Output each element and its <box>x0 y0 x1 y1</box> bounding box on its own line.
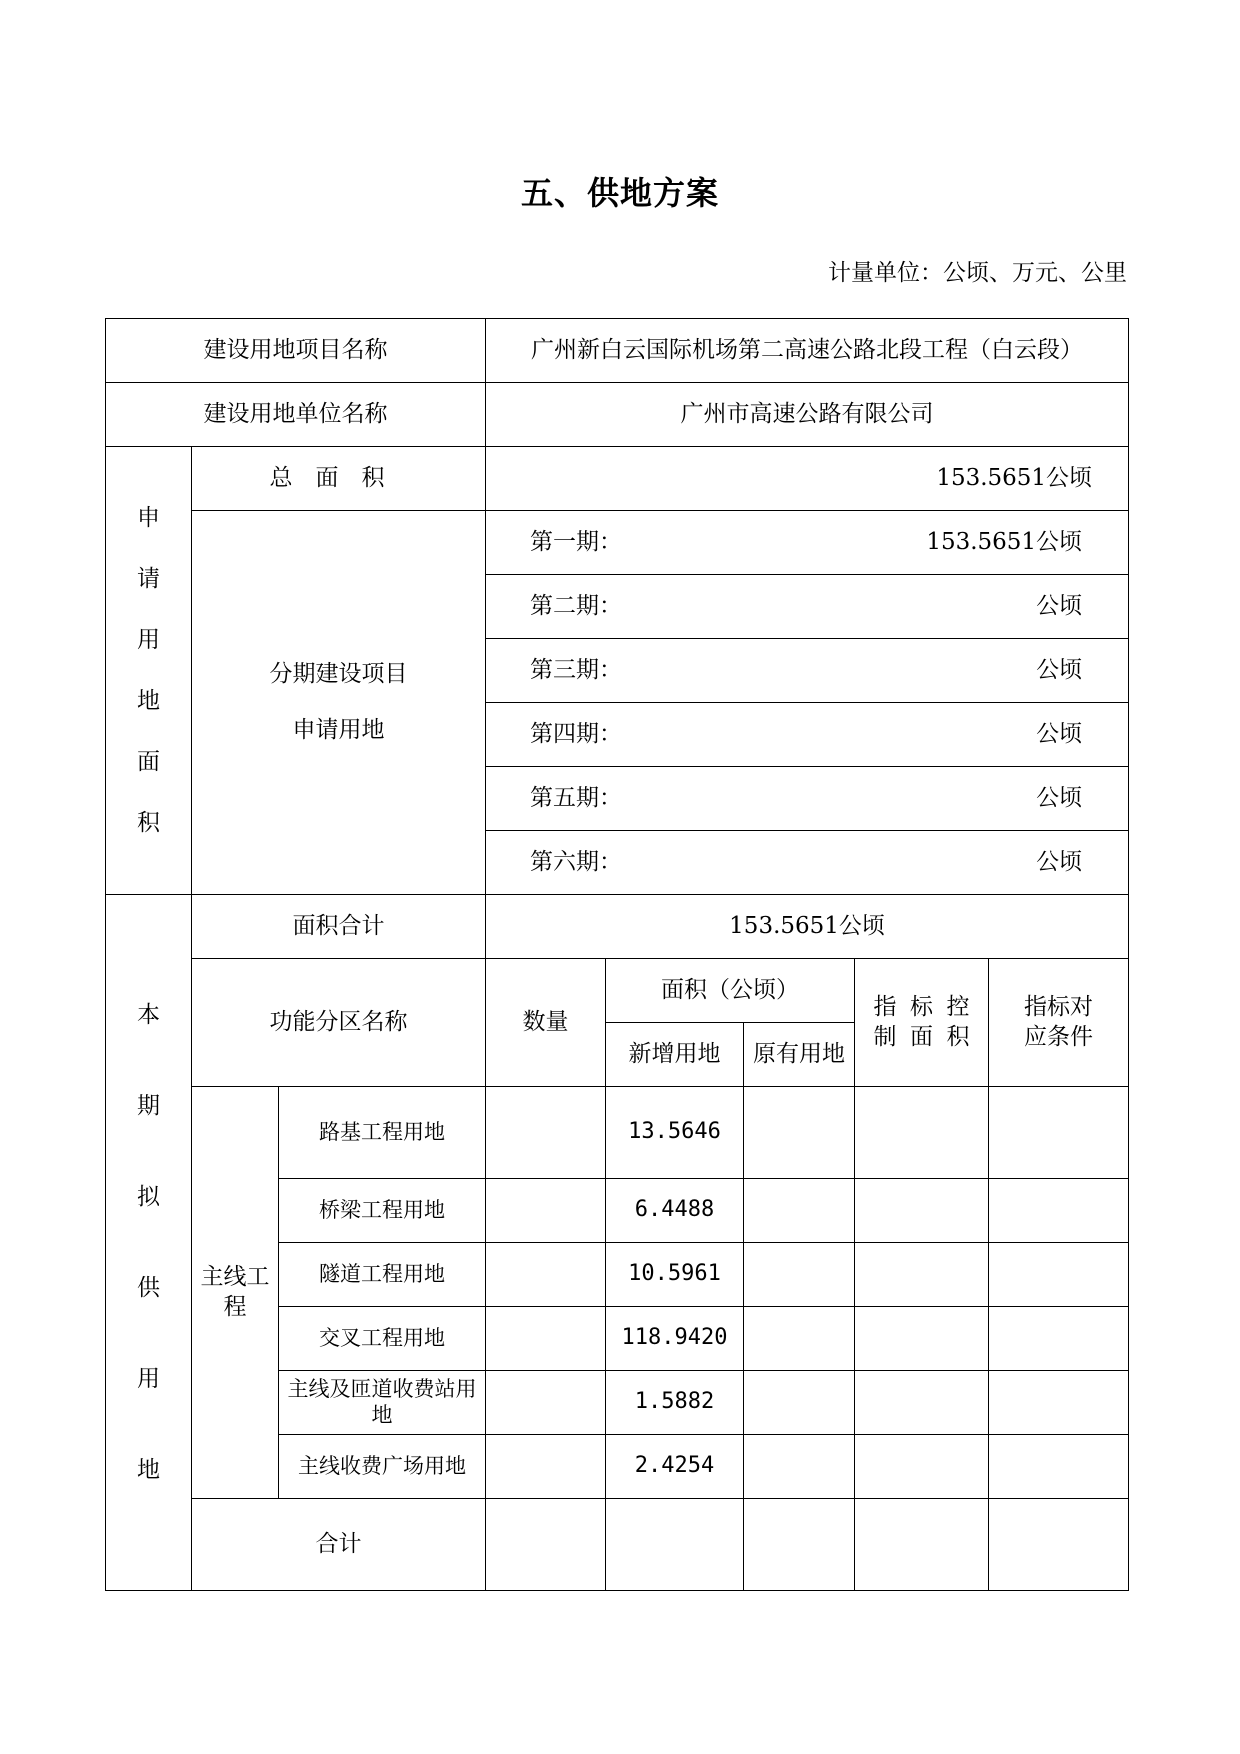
row-quantity <box>486 1307 606 1371</box>
subtotal-row <box>106 1499 1129 1591</box>
header-new-land: 新增用地 <box>606 1023 744 1087</box>
row-name: 路基工程用地 <box>279 1087 486 1179</box>
row-quantity <box>486 1243 606 1307</box>
phase-cell-6 <box>486 831 1129 895</box>
supply-section-text: 本期拟供用地 <box>137 1001 160 1483</box>
row-new-land: 118.9420 <box>606 1307 744 1371</box>
unit-name-value: 广州市高速公路有限公司 <box>486 383 1129 447</box>
row-indicator-condition <box>989 1371 1129 1435</box>
project-name-row <box>106 319 1129 383</box>
row-indicator-area <box>855 1371 989 1435</box>
phase-6-label: 第六期： <box>530 848 623 875</box>
unit-name-row <box>106 383 1129 447</box>
row-existing-land <box>744 1371 855 1435</box>
row-name: 主线及匝道收费站用地 <box>279 1371 486 1435</box>
row-quantity <box>486 1179 606 1243</box>
phase-4-label: 第四期： <box>530 720 623 747</box>
phase-cell-1 <box>486 511 1129 575</box>
phase-cell-4 <box>486 703 1129 767</box>
phase-cell-2 <box>486 575 1129 639</box>
phase-6-value: 公顷 <box>1036 848 1083 875</box>
row-name: 主线收费广场用地 <box>279 1435 486 1499</box>
header-indicator-condition-line2: 应条件 <box>1024 1023 1094 1050</box>
phase-3-label: 第三期： <box>530 656 623 683</box>
header-indicator-area <box>855 959 989 1087</box>
header-indicator-condition <box>989 959 1129 1087</box>
group-label-text: 主线工程 <box>200 1263 270 1320</box>
phase-4-value: 公顷 <box>1036 720 1083 747</box>
row-new-land: 10.5961 <box>606 1243 744 1307</box>
total-area-value: 153.5651公顷 <box>486 447 1129 511</box>
land-supply-table <box>105 318 1129 1591</box>
row-quantity <box>486 1371 606 1435</box>
table-row <box>106 1087 1129 1179</box>
row-existing-land <box>744 1435 855 1499</box>
phase-cell-5 <box>486 767 1129 831</box>
row-indicator-area <box>855 1435 989 1499</box>
row-existing-land <box>744 1243 855 1307</box>
row-new-land: 2.4254 <box>606 1435 744 1499</box>
phase-2-value: 公顷 <box>1036 592 1083 619</box>
row-name: 交叉工程用地 <box>279 1307 486 1371</box>
application-section-text: 申请用地面积 <box>137 504 160 836</box>
unit-name-label: 建设用地单位名称 <box>106 383 486 447</box>
row-indicator-condition <box>989 1307 1129 1371</box>
subtotal-new-land <box>606 1499 744 1591</box>
area-total-row <box>106 895 1129 959</box>
total-area-label-text: 总面积 <box>269 464 408 491</box>
header-quantity: 数量 <box>486 959 606 1087</box>
header-row-1 <box>106 959 1129 1023</box>
total-area-row <box>106 447 1129 511</box>
row-name: 桥梁工程用地 <box>279 1179 486 1243</box>
header-indicator-area-line1: 指标控 <box>873 993 970 1020</box>
row-existing-land <box>744 1179 855 1243</box>
subtotal-indicator-condition <box>989 1499 1129 1591</box>
subtotal-existing-land <box>744 1499 855 1591</box>
phase-3-value: 公顷 <box>1036 656 1083 683</box>
header-area: 面积（公顷） <box>606 959 855 1023</box>
page-title: 五、供地方案 <box>520 174 719 212</box>
row-new-land: 13.5646 <box>606 1087 744 1179</box>
row-existing-land <box>744 1307 855 1371</box>
subtotal-quantity <box>486 1499 606 1591</box>
supply-section-label <box>106 895 192 1591</box>
phase-row-1 <box>106 511 1129 575</box>
row-quantity <box>486 1435 606 1499</box>
project-name-value: 广州新白云国际机场第二高速公路北段工程（白云段） <box>486 319 1129 383</box>
project-name-label: 建设用地项目名称 <box>106 319 486 383</box>
phase-cell-3 <box>486 639 1129 703</box>
row-name: 隧道工程用地 <box>279 1243 486 1307</box>
row-new-land: 6.4488 <box>606 1179 744 1243</box>
subtotal-indicator-area <box>855 1499 989 1591</box>
header-existing-land: 原有用地 <box>744 1023 855 1087</box>
phase-2-label: 第二期： <box>530 592 623 619</box>
group-label <box>192 1087 279 1499</box>
row-indicator-area <box>855 1243 989 1307</box>
header-indicator-area-line2: 制面积 <box>873 1023 970 1050</box>
phase-5-value: 公顷 <box>1036 784 1083 811</box>
area-total-value: 153.5651公顷 <box>486 895 1129 959</box>
row-existing-land <box>744 1087 855 1179</box>
header-zone-name: 功能分区名称 <box>192 959 486 1087</box>
row-indicator-condition <box>989 1087 1129 1179</box>
area-total-label: 面积合计 <box>192 895 486 959</box>
row-indicator-condition <box>989 1243 1129 1307</box>
row-indicator-area <box>855 1087 989 1179</box>
phase-1-value: 153.5651公顷 <box>926 528 1083 555</box>
phase-label-cell <box>192 511 486 895</box>
phase-1-label: 第一期： <box>530 528 623 555</box>
subtotal-label: 合计 <box>192 1499 486 1591</box>
row-indicator-condition <box>989 1435 1129 1499</box>
row-quantity <box>486 1087 606 1179</box>
phase-label-line2: 申请用地 <box>292 716 385 743</box>
total-area-label <box>192 447 486 511</box>
row-new-land: 1.5882 <box>606 1371 744 1435</box>
phase-5-label: 第五期： <box>530 784 623 811</box>
row-indicator-condition <box>989 1179 1129 1243</box>
application-section-label <box>106 447 192 895</box>
row-indicator-area <box>855 1307 989 1371</box>
unit-label: 计量单位：公顷、万元、公里 <box>828 260 1127 286</box>
header-indicator-condition-line1: 指标对 <box>1024 993 1094 1020</box>
phase-label-line1: 分期建设项目 <box>269 660 408 687</box>
row-indicator-area <box>855 1179 989 1243</box>
